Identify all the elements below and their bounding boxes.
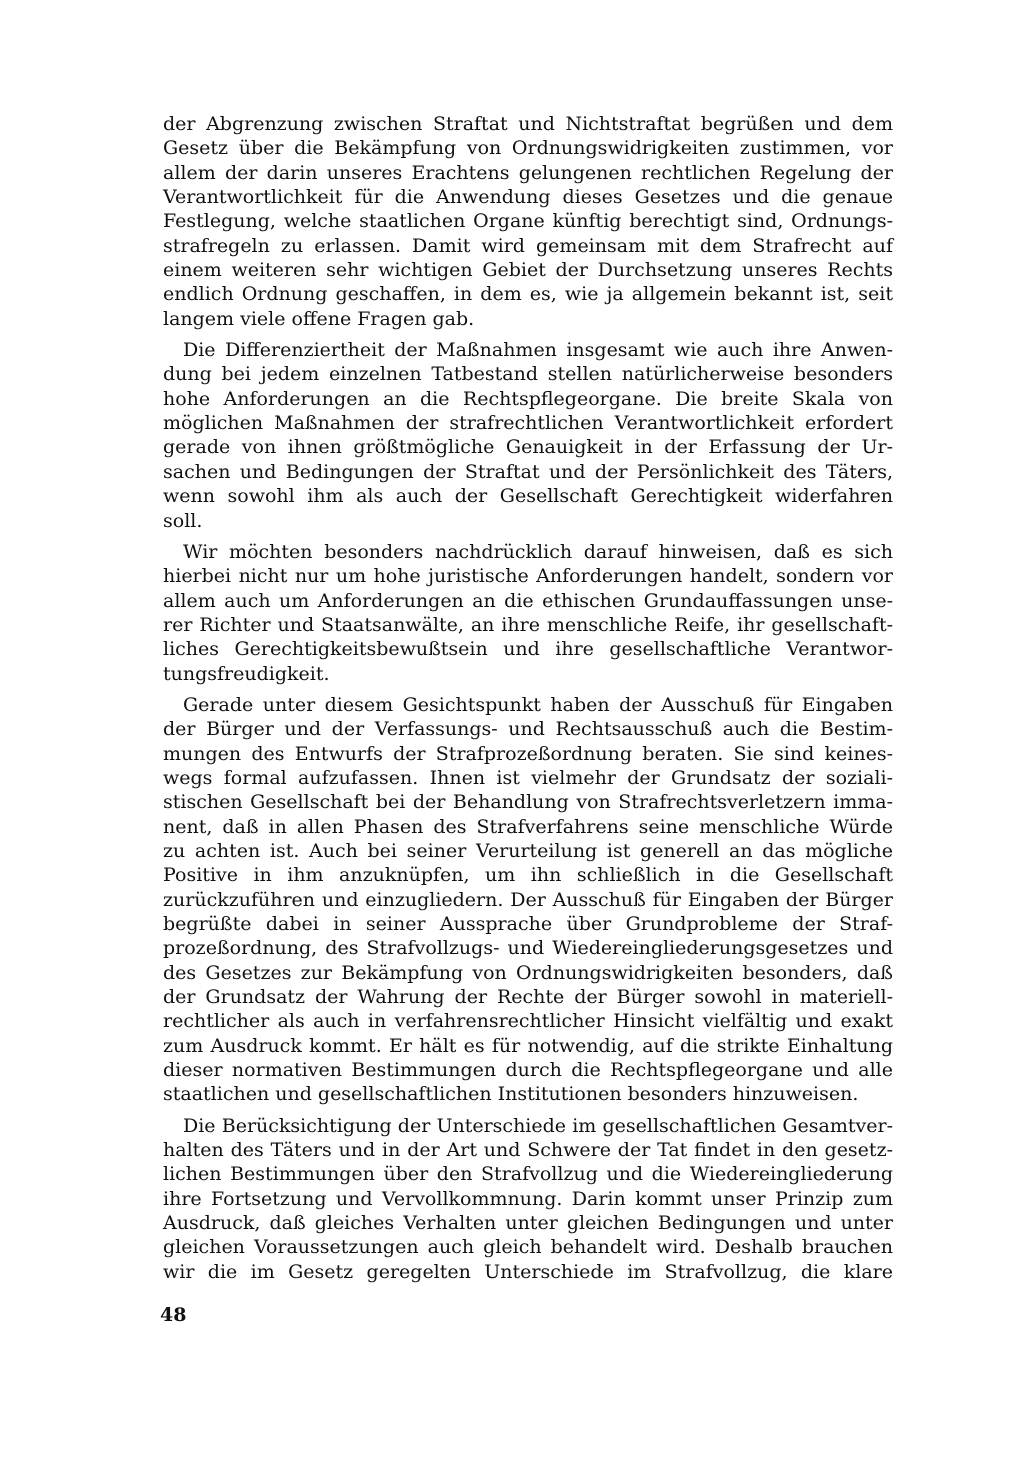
paragraph	[163, 693, 893, 1107]
text-line: endlich Ordnung geschaffen, in dem es, wie ja allgemein bekannt ist, seit	[163, 283, 893, 306]
text-line: prozeßordnung, des Strafvollzugs- und Wiedereingliederungsgesetzes und	[163, 937, 893, 960]
text-line: stischen Gesellschaft bei der Behandlung von Strafrechtsverletzern imma-	[163, 791, 893, 814]
text-line: Positive in ihm anzuknüpfen, um ihn schließlich in die Gesellschaft	[163, 864, 893, 887]
text-line: mungen des Entwurfs der Strafprozeßordnung beraten. Sie sind keines-	[163, 742, 893, 765]
text-line: dieser normativen Bestimmungen durch die Rechtspflegeorgane und alle	[163, 1059, 893, 1082]
paragraph	[163, 112, 893, 331]
paragraph	[163, 338, 893, 533]
text-line: wenn sowohl ihm als auch der Gesellschaft Gerechtigkeit widerfahren	[163, 485, 893, 508]
text-line: liches Gerechtigkeitsbewußtsein und ihre gesellschaftliche Verantwor-	[163, 638, 893, 661]
text-line: dung bei jedem einzelnen Tatbestand stellen natürlicherweise besonders	[163, 363, 893, 386]
text-line: der Grundsatz der Wahrung der Rechte der Bürger sowohl in materiell-	[163, 986, 893, 1009]
text-line: soll.	[163, 509, 203, 532]
text-line: sachen und Bedingungen der Straftat und der Persönlichkeit des Täters,	[163, 460, 893, 483]
text-line: Die Differenziertheit der Maßnahmen insgesamt wie auch ihre Anwen-	[183, 339, 893, 362]
text-line: Ausdruck, daß gleiches Verhalten unter gleichen Bedingungen und unter	[163, 1212, 893, 1235]
text-line: des Gesetzes zur Bekämpfung von Ordnungswidrigkeiten besonders, daß	[163, 961, 893, 984]
text-line: allem auch um Anforderungen an die ethischen Grundauffassungen unse-	[163, 589, 893, 612]
text-line: Gesetz über die Bekämpfung von Ordnungswidrigkeiten zustimmen, vor	[163, 137, 893, 160]
text-line: hierbei nicht nur um hohe juristische Anforderungen handelt, sondern vor	[163, 565, 893, 588]
text-line: einem weiteren sehr wichtigen Gebiet der Durchsetzung unseres Rechts	[163, 259, 893, 282]
text-line: gleichen Voraussetzungen auch gleich behandelt wird. Deshalb brauchen	[163, 1236, 893, 1259]
text-line: nent, daß in allen Phasen des Strafverfahrens seine menschliche Würde	[163, 815, 893, 838]
text-line: ihre Fortsetzung und Vervollkommnung. Darin kommt unser Prinzip zum	[163, 1187, 893, 1210]
text-line: lichen Bestimmungen über den Strafvollzug und die Wiedereingliederung	[163, 1163, 893, 1186]
text-line: halten des Täters und in der Art und Schwere der Tat findet in den gesetz-	[163, 1139, 893, 1162]
text-line: rechtlicher als auch in verfahrensrechtlicher Hinsicht vielfältig und exakt	[163, 1010, 893, 1033]
paragraph	[163, 540, 893, 686]
paragraph	[163, 1114, 893, 1284]
page-number: 48	[160, 1304, 187, 1326]
text-line: Wir möchten besonders nachdrücklich darauf hinweisen, daß es sich	[183, 540, 893, 563]
text-line: Die Berücksichtigung der Unterschiede im gesellschaftlichen Gesamtver-	[183, 1114, 893, 1137]
text-line: gerade von ihnen größtmögliche Genauigkeit in der Erfassung der Ur-	[163, 436, 893, 459]
text-line: langem viele offene Fragen gab.	[163, 307, 475, 330]
text-line: wegs formal aufzufassen. Ihnen ist vielmehr der Grundsatz der soziali-	[163, 766, 893, 789]
text-line: Verantwortlichkeit für die Anwendung dieses Gesetzes und die genaue	[163, 186, 893, 209]
text-line: zum Ausdruck kommt. Er hält es für notwendig, auf die strikte Einhaltung	[163, 1034, 893, 1057]
text-line: wir die im Gesetz geregelten Unterschiede im Strafvollzug, die klare	[163, 1260, 893, 1283]
text-line: Festlegung, welche staatlichen Organe künftig berechtigt sind, Ordnungs-	[163, 210, 893, 233]
text-line: hohe Anforderungen an die Rechtspflegeorgane. Die breite Skala von	[163, 387, 893, 410]
text-line: der Bürger und der Verfassungs- und Rechtsausschuß auch die Bestim-	[163, 718, 893, 741]
text-line: allem der darin unseres Erachtens gelungenen rechtlichen Regelung der	[163, 161, 893, 184]
text-line: begrüßte dabei in seiner Aussprache über Grundprobleme der Straf-	[163, 913, 893, 935]
text-line: tungsfreudigkeit.	[163, 662, 330, 685]
text-line: zu achten ist. Auch bei seiner Verurteilung ist generell an das mögliche	[163, 839, 893, 862]
text-line: staatlichen und gesellschaftlichen Institutionen besonders hinzuweisen.	[163, 1083, 859, 1106]
text-line: der Abgrenzung zwischen Straftat und Nichtstraftat begrüßen und dem	[163, 113, 893, 135]
body-text	[163, 112, 893, 1291]
text-line: möglichen Maßnahmen der strafrechtlichen Verantwortlichkeit erfordert	[163, 412, 893, 435]
text-line: strafregeln zu erlassen. Damit wird gemeinsam mit dem Strafrecht auf	[163, 234, 893, 257]
text-line: Gerade unter diesem Gesichtspunkt haben der Ausschuß für Eingaben	[183, 693, 893, 716]
text-line: zurückzuführen und einzugliedern. Der Ausschuß für Eingaben der Bürger	[163, 888, 893, 911]
text-line: rer Richter und Staatsanwälte, an ihre menschliche Reife, ihr gesellschaft-	[163, 613, 893, 636]
